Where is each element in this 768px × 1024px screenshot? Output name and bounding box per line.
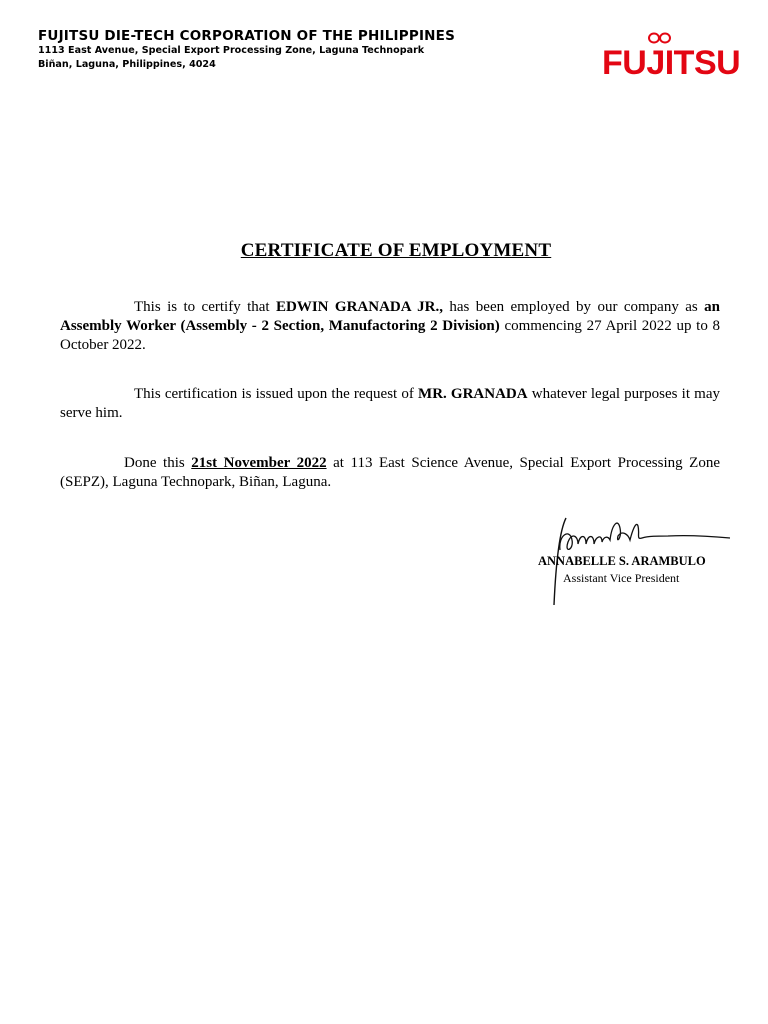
- p3-text-2: at 113 East Science Avenue, Special Export Processing Zone (SEPZ), Laguna Technopark, Biñan, Laguna.: [60, 455, 720, 490]
- p2-text-2: whatever legal purposes it may serve him.: [60, 386, 720, 421]
- letterhead: [38, 28, 455, 72]
- p1-text-3: commencing 27 April 2022 up to 8 October 2022.: [60, 318, 720, 353]
- company-address-line2: Biñan, Laguna, Philippines, 4024: [38, 59, 216, 70]
- signatory-name: ANNABELLE S. ARAMBULO: [538, 554, 706, 568]
- employee-position: an Assembly Worker (Assembly - 2 Section, Manufactoring 2 Division): [60, 299, 720, 334]
- document-title: CERTIFICATE OF EMPLOYMENT: [240, 240, 552, 261]
- logo-wordmark: FUJITSU: [602, 44, 741, 82]
- signature-block: [538, 510, 738, 620]
- employee-name: EDWIN GRANADA JR.,: [276, 299, 443, 315]
- paragraph-issuance: [60, 454, 720, 492]
- p1-text-2: has been employed by our company as: [442, 299, 705, 315]
- signatory-title: Assistant Vice President: [563, 571, 680, 585]
- requester-name: MR. GRANADA: [418, 386, 528, 402]
- company-address-line1: 1113 East Avenue, Special Export Processing Zone, Laguna Technopark: [38, 45, 425, 56]
- company-name: FUJITSU DIE-TECH CORPORATION OF THE PHILIPPINES: [38, 28, 456, 44]
- issue-date: 21st November 2022: [191, 455, 327, 471]
- fujitsu-logo: [600, 26, 741, 88]
- p2-text-1: This certification is issued upon the request of: [134, 386, 419, 402]
- p1-text-1: This is to certify that: [134, 299, 276, 315]
- paragraph-purpose: [60, 385, 720, 423]
- p3-text-1: Done this: [124, 455, 192, 471]
- paragraph-employment: [60, 298, 720, 355]
